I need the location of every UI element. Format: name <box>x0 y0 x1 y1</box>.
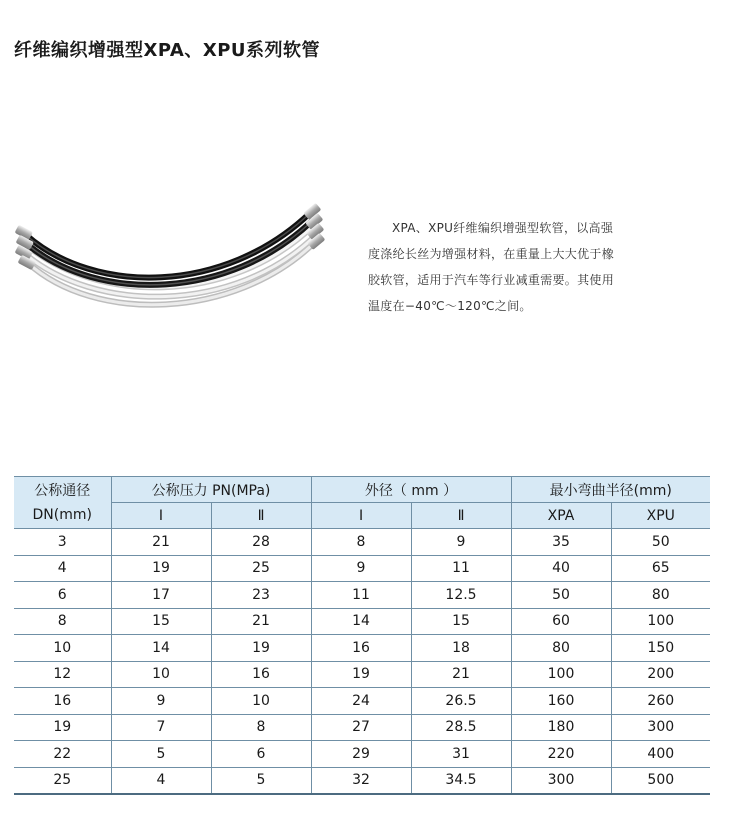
hose-bundle-image <box>14 195 334 320</box>
cell-bend-xpa: 60 <box>511 608 611 635</box>
cell-bend-xpu: 100 <box>611 608 710 635</box>
cell-bend-xpu: 200 <box>611 661 710 688</box>
cell-od-ii: 15 <box>411 608 511 635</box>
cell-bend-xpa: 180 <box>511 714 611 741</box>
cell-pressure-i: 17 <box>111 582 211 609</box>
description-line: 温度在−40℃～120℃之间。 <box>368 299 532 313</box>
table-row <box>14 635 710 662</box>
cell-od-i: 16 <box>311 635 411 662</box>
cell-pressure-ii: 19 <box>211 635 311 662</box>
table-row <box>14 741 710 768</box>
white-hose-group <box>24 225 316 305</box>
cell-pressure-i: 10 <box>111 661 211 688</box>
cell-pressure-i: 4 <box>111 767 211 794</box>
cell-od-i: 8 <box>311 529 411 556</box>
cell-od-i: 27 <box>311 714 411 741</box>
cell-pressure-ii: 16 <box>211 661 311 688</box>
cell-bend-xpa: 100 <box>511 661 611 688</box>
table-row <box>14 608 710 635</box>
cell-od-i: 19 <box>311 661 411 688</box>
table-row <box>14 555 710 582</box>
header-od-i: Ⅰ <box>311 503 411 529</box>
cell-od-ii: 34.5 <box>411 767 511 794</box>
cell-bend-xpu: 300 <box>611 714 710 741</box>
cell-pressure-i: 7 <box>111 714 211 741</box>
cell-bend-xpa: 220 <box>511 741 611 768</box>
cell-dn: 6 <box>14 582 111 609</box>
cell-od-ii: 28.5 <box>411 714 511 741</box>
cell-pressure-ii: 10 <box>211 688 311 715</box>
cell-od-ii: 11 <box>411 555 511 582</box>
header-dn-bottom: DN(mm) <box>14 503 111 529</box>
cell-od-ii: 21 <box>411 661 511 688</box>
cell-pressure-ii: 5 <box>211 767 311 794</box>
description-line: XPA、XPU纤维编织增强型软管，以高强 <box>392 221 614 235</box>
header-bend-xpu: XPU <box>611 503 710 529</box>
description-line: 胶软管，适用于汽车等行业减重需要。其使用 <box>368 273 615 287</box>
spec-table <box>14 476 710 795</box>
cell-od-i: 32 <box>311 767 411 794</box>
cell-dn: 19 <box>14 714 111 741</box>
cell-od-i: 29 <box>311 741 411 768</box>
table-row <box>14 529 710 556</box>
cell-bend-xpa: 80 <box>511 635 611 662</box>
header-pressure: 公称压力 PN(MPa) <box>111 477 311 503</box>
cell-bend-xpu: 50 <box>611 529 710 556</box>
cell-dn: 8 <box>14 608 111 635</box>
spec-table-body <box>14 529 710 795</box>
cell-od-ii: 26.5 <box>411 688 511 715</box>
header-bend-xpa: XPA <box>511 503 611 529</box>
cell-bend-xpa: 300 <box>511 767 611 794</box>
cell-od-ii: 31 <box>411 741 511 768</box>
cell-bend-xpa: 160 <box>511 688 611 715</box>
cell-bend-xpu: 150 <box>611 635 710 662</box>
product-description <box>368 215 678 319</box>
cell-pressure-i: 15 <box>111 608 211 635</box>
cell-bend-xpa: 50 <box>511 582 611 609</box>
cell-dn: 25 <box>14 767 111 794</box>
cell-od-i: 24 <box>311 688 411 715</box>
cell-od-i: 11 <box>311 582 411 609</box>
cell-dn: 16 <box>14 688 111 715</box>
table-row <box>14 582 710 609</box>
table-row <box>14 688 710 715</box>
cell-dn: 22 <box>14 741 111 768</box>
cell-od-i: 9 <box>311 555 411 582</box>
cell-bend-xpu: 65 <box>611 555 710 582</box>
table-row <box>14 661 710 688</box>
cell-pressure-ii: 21 <box>211 608 311 635</box>
cell-pressure-ii: 28 <box>211 529 311 556</box>
header-od-ii: Ⅱ <box>411 503 511 529</box>
cell-dn: 10 <box>14 635 111 662</box>
description-line: 度涤纶长丝为增强材料，在重量上大大优于橡 <box>368 247 615 261</box>
cell-od-ii: 18 <box>411 635 511 662</box>
cell-pressure-ii: 23 <box>211 582 311 609</box>
cell-pressure-ii: 8 <box>211 714 311 741</box>
cell-bend-xpu: 500 <box>611 767 710 794</box>
page-title: 纤维编织增强型XPA、XPU系列软管 <box>14 40 321 61</box>
cell-pressure-i: 19 <box>111 555 211 582</box>
cell-pressure-i: 5 <box>111 741 211 768</box>
cell-bend-xpa: 35 <box>511 529 611 556</box>
cell-bend-xpu: 260 <box>611 688 710 715</box>
cell-pressure-i: 14 <box>111 635 211 662</box>
cell-dn: 4 <box>14 555 111 582</box>
cell-pressure-ii: 6 <box>211 741 311 768</box>
cell-od-ii: 9 <box>411 529 511 556</box>
table-row <box>14 714 710 741</box>
cell-pressure-i: 9 <box>111 688 211 715</box>
cell-bend-xpa: 40 <box>511 555 611 582</box>
table-row <box>14 767 710 794</box>
cell-dn: 12 <box>14 661 111 688</box>
cell-od-ii: 12.5 <box>411 582 511 609</box>
cell-pressure-i: 21 <box>111 529 211 556</box>
header-dn-top: 公称通径 <box>14 477 111 503</box>
cell-od-i: 14 <box>311 608 411 635</box>
cell-bend-xpu: 400 <box>611 741 710 768</box>
cell-bend-xpu: 80 <box>611 582 710 609</box>
cell-pressure-ii: 25 <box>211 555 311 582</box>
header-pressure-ii: Ⅱ <box>211 503 311 529</box>
cell-dn: 3 <box>14 529 111 556</box>
header-bend-radius: 最小弯曲半径(mm) <box>511 477 710 503</box>
header-outer-diameter: 外径（ mm ） <box>311 477 511 503</box>
header-pressure-i: Ⅰ <box>111 503 211 529</box>
